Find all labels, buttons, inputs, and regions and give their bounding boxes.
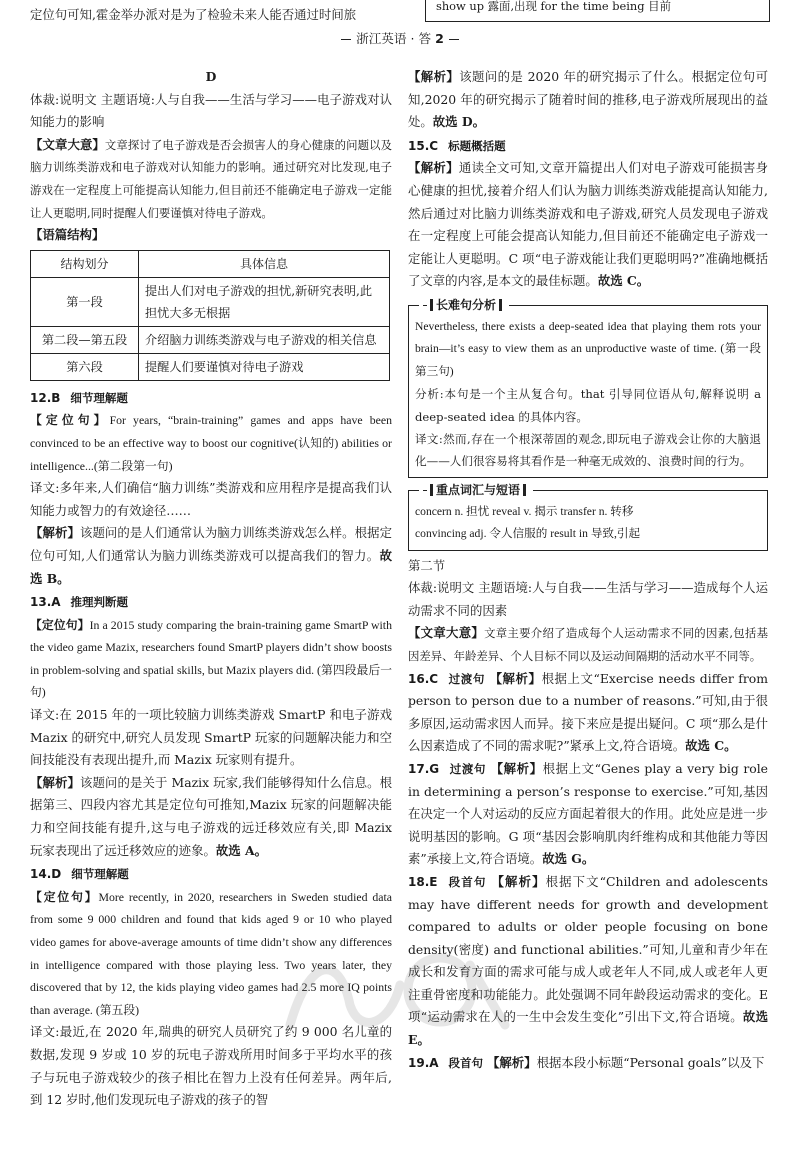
analysis-text: 根据上文“Exercise needs differ from person to person due to a number of reasons.”可知,由于很多原因,运动需求因人而异。接下来应是提出疑问。C 项“那么是什么因素造成了不同的需求呢?”紧承上文,符合语境。 [408, 670, 769, 754]
q12-translation: 译文:多年来,人们确信“脑力训练”类游戏和应用程序是提高我们认知能力或智力的有效途径…… [30, 480, 392, 518]
table-cell-info: 提醒人们要谨慎对待电子游戏 [139, 353, 390, 380]
table-cell-segment: 第二段—第五段 [31, 326, 139, 353]
question-15-heading [408, 135, 768, 158]
section-letter: D [205, 69, 217, 84]
long-sentence-translation: 译文:然而,存在一个根深蒂固的观念,即玩电子游戏会让你的大脑退化——人们很容易将其看作是一种毫无成效的、浪费时间的行为。 [415, 431, 761, 469]
q14-locate [30, 886, 392, 1022]
locate-text: More recently, in 2020, researchers in Sweden studied data from some 9 000 children and found that kids aged 9 or 10 who played video games for above-average amounts of time didn’t show any differences in intelligence compared with those playing less. Two years later, they discovered that by 12, the kids playing video games had 2.5 more IQ points than average. (第五段) [30, 889, 392, 1017]
table-row [31, 277, 390, 326]
q15-analysis [408, 157, 768, 293]
table-header-row [31, 250, 390, 277]
structure-table [30, 250, 390, 381]
table-row [31, 326, 390, 353]
vocab-line: concern n. 担忧 reveal v. 揭示 transfer n. 转移 [415, 504, 634, 518]
analysis-text: 通读全文可知,文章开篇提出人们对电子游戏可能损害身心健康的担忧,接着介绍人们认为脑力训练类游戏能提高认知能力,然后通过对比脑力训练类游戏和电子游戏,研究人员发现电子游戏在一定程度上可能会提高认知能力,但目前还不能确定电子游戏一定能让人更聪明。C 项“电子游戏能让我们更聪明吗?”准确地概括了文章的内容,是本文的最佳标题。 [408, 160, 768, 289]
answer-text: 故选 A。 [215, 842, 267, 858]
summary-tag: 【文章大意】 [408, 625, 485, 641]
header-rule-left [341, 39, 351, 40]
analysis-text: 该题问的是关于 Mazix 玩家,我们能够得知什么信息。根据第三、四段内容尤其是定位句可推知,Mazix 玩家的问题解决能力和空间技能有提升,这与电子游戏的远迁移效应有关,即 Mazix 玩家表现出了远迁移效应的迹象。 [30, 774, 393, 858]
q16-block [408, 668, 768, 758]
question-14-heading [30, 863, 392, 886]
title-bar-icon [430, 484, 433, 496]
header-title: 浙江英语 · 答 [356, 31, 432, 46]
box-title-text: 长难句分析 [436, 297, 497, 312]
question-type: 推理判断题 [70, 595, 129, 610]
analysis-tag: 【解析】 [408, 160, 459, 176]
header-rule-right [449, 39, 459, 40]
q14-translation: 译文:最近,在 2020 年,瑞典的研究人员研究了约 9 000 名儿童的数据,发现 9 岁或 10 岁的玩电子游戏所用时间多于平均水平的孩子与玩电子游戏较少的孩子相比在智力上没有任何差异。两年后,到 12 岁时,他们发现玩电子游戏的孩子的智 [30, 1024, 392, 1108]
box-title-text: 重点词汇与短语 [436, 482, 521, 497]
question-13-heading [30, 591, 392, 614]
answer-text: 故选 C。 [597, 273, 650, 289]
summary-tag: 【文章大意】 [30, 136, 105, 152]
long-sentence-analysis: 分析:本句是一个主从复合句。that 引导同位语从句,解释说明 a deep-seated idea 的具体内容。 [415, 387, 761, 424]
table-header-cell: 具体信息 [139, 250, 390, 277]
analysis-text: 根据本段小标题“Personal goals”以及下 [536, 1054, 765, 1070]
analysis-text: 该题问的是人们通常认为脑力训练类游戏怎么样。根据定位句可知,人们通常认为脑力训练类游戏可以提高我们的智力。 [30, 525, 393, 563]
question-type: 段首句 [448, 1055, 484, 1070]
analysis-tag: 【解析】 [489, 670, 542, 686]
page-header [0, 28, 800, 51]
right-column [408, 66, 768, 1074]
title-line-icon [423, 305, 427, 306]
question-number: 13.A [30, 595, 61, 610]
question-type: 细节理解题 [70, 390, 128, 405]
title-bar-icon [499, 299, 502, 311]
header-page-number: 2 [435, 31, 444, 46]
question-type: 段首句 [447, 874, 487, 889]
long-sentence-english: Nevertheless, there exists a deep-seated idea that playing them rots your brain—it’s easy to view them as an unproductive waste of time. (第一段第三句) [415, 319, 761, 378]
vocab-line: convincing adj. 令人信服的 result in 导致,引起 [415, 527, 641, 541]
previous-vocab-box-fragment: show up 露面,出现 for the time being 目前 [425, 0, 770, 22]
box-title [419, 295, 509, 315]
answer-text: 故选 E。 [408, 1009, 769, 1048]
box-title [419, 480, 533, 500]
article-summary [30, 134, 392, 224]
question-number: 14.D [30, 867, 62, 882]
q13-locate [30, 614, 392, 704]
vocab-box [408, 482, 768, 551]
q12-locate [30, 409, 392, 477]
title-line-icon [423, 490, 427, 491]
table-cell-info: 提出人们对电子游戏的担忧,新研究表明,此担忧大多无根据 [139, 277, 390, 326]
table-header-cell: 结构划分 [31, 250, 139, 277]
locate-text: For years, “brain-training” games and apps have been convinced to be an effective way to boost our cognitive(认知的) abilities or intelligence...(第二段第一句) [30, 413, 392, 473]
question-number: 16.C [408, 671, 439, 686]
left-column [30, 66, 392, 1112]
question-type: 过渡句 [448, 671, 486, 686]
previous-page-fragment: 定位句可知,霍金举办派对是为了检验未来人能否通过时间旅 [30, 7, 357, 22]
title-bar-icon [523, 484, 526, 496]
table-row [31, 353, 390, 380]
locate-tag: 【定位句】 [30, 617, 90, 632]
q17-block [408, 758, 768, 871]
question-type: 细节理解题 [71, 867, 129, 882]
section-2-summary [408, 622, 768, 667]
question-type: 标题概括题 [448, 138, 506, 153]
analysis-text: 根据下文“Children and adolescents may have different needs for growth and development compared to adults or older people focusing on bone density(密度) and functional abilities.”可知,儿童和青少年在成长和发育方面的需求可能与成人或老年人不同,成人或老年人更注重骨密度和功能能力。此处强调不同年龄段运动需求的变化。E 项“运动需求在人的一生中会发生变化”引出下文,符合语境。 [408, 873, 769, 1025]
analysis-tag: 【解析】 [487, 1054, 537, 1070]
section-2-heading: 第二节 [408, 557, 446, 573]
analysis-tag: 【解析】 [408, 69, 460, 84]
q18-block [408, 871, 768, 1052]
question-number: 19.A [408, 1055, 439, 1070]
question-type: 过渡句 [449, 761, 487, 776]
title-bar-icon [430, 299, 433, 311]
question-number: 18.E [408, 874, 438, 889]
analysis-tag: 【解析】 [30, 774, 80, 790]
summary-text: 文章探讨了电子游戏是否会损害人的身心健康的问题以及脑力训练类游戏和电子游戏对认知能力的影响。通过研究对比发现,电子游戏在一定程度上可能提高认知能力,但目前还不能确定电子游戏一定能让人更聪明,同时提醒人们要谨慎对待电子游戏。 [30, 137, 392, 220]
answer-text: 故选 B。 [30, 547, 392, 586]
question-number: 12.B [30, 390, 61, 405]
structure-tag: 【语篇结构】 [30, 227, 105, 243]
analysis-text: 根据上文“Genes play a very big role in determining a person’s response to exercise.”可知,基因在决定一个人对运动的反应方面起着很大的作用。此处应是进一步说明基因的影响。G 项“基因会影响肌肉纤维构成和其他能力等因素”承接上文,符合语境。 [408, 760, 769, 867]
long-sentence-box [408, 297, 768, 478]
analysis-tag: 【解析】 [30, 525, 80, 541]
locate-tag: 【定位句】 [30, 413, 110, 428]
section-2-genre: 体裁:说明文 主题语境:人与自我——生活与学习——造成每个人运动需求不同的因素 [408, 580, 768, 618]
table-cell-segment: 第六段 [31, 353, 139, 380]
analysis-tag: 【解析】 [490, 760, 543, 776]
answer-text: 故选 G。 [542, 851, 595, 867]
analysis-text: 该题问的是 2020 年的研究揭示了什么。根据定位句可知,2020 年的研究揭示了随着时间的推移,电子游戏所展现出的益处。 [408, 69, 768, 130]
q13-analysis [30, 772, 392, 862]
answer-text: 故选 C。 [685, 738, 737, 754]
q12-analysis [30, 522, 392, 590]
question-number: 17.G [408, 761, 440, 776]
table-cell-segment: 第一段 [31, 277, 139, 326]
question-number: 15.C [408, 138, 439, 153]
analysis-tag: 【解析】 [491, 873, 546, 889]
answer-text: 故选 D。 [432, 114, 486, 130]
table-cell-info: 介绍脑力训练类游戏与电子游戏的相关信息 [139, 326, 390, 353]
q14-analysis [408, 66, 768, 134]
locate-tag: 【定位句】 [30, 889, 99, 904]
locate-text: In a 2015 study comparing the brain-training game SmartP with the video game Mazix, researchers found SmartP players didn’t show boosts in problem-solving and spatial skills, but Mazix players did. (第四段最后一句) [30, 617, 392, 700]
question-12-heading [30, 387, 392, 410]
q19-block [408, 1052, 768, 1075]
genre-line: 体裁:说明文 主题语境:人与自我——生活与学习——电子游戏对认知能力的影响 [30, 91, 392, 130]
q13-translation: 译文:在 2015 年的一项比较脑力训练类游戏 SmartP 和电子游戏 Mazix 的研究中,研究人员发现 SmartP 玩家的问题解决能力和空间技能没有表现出提升,而 Mazix 玩家则有提升。 [30, 707, 392, 768]
summary-text: 文章主要介绍了造成每个人运动需求不同的因素,包括基因差异、年龄差异、个人目标不同以及运动间隔期的活动水平不同等。 [408, 626, 769, 663]
